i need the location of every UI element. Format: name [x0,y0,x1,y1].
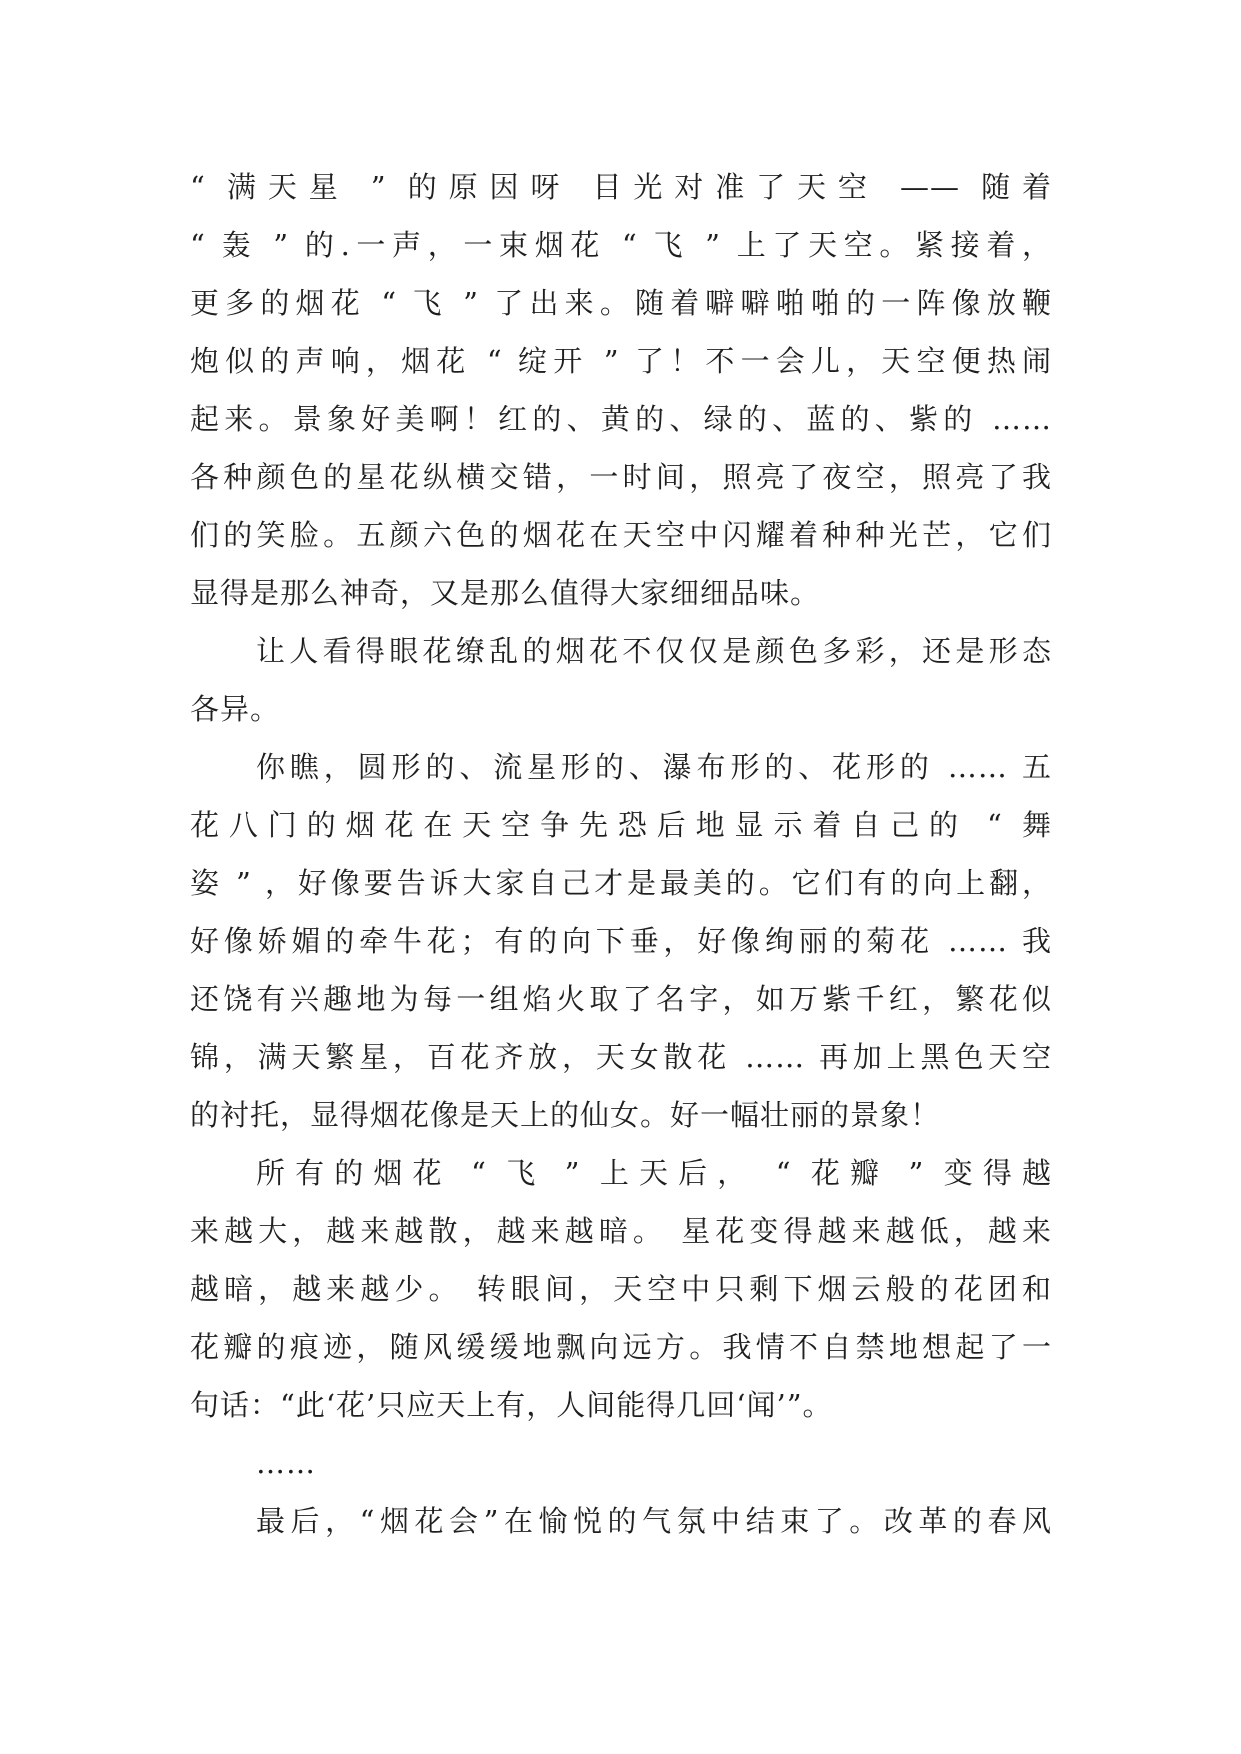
text-line: 更多的烟花 “ 飞 ” 了出来。随着噼噼啪啪的一阵像放鞭 [190,286,1052,320]
text-line: 的衬托，显得烟花像是天上的仙女。好一幅壮丽的景象！ [190,1098,941,1132]
text-line: 让人看得眼花缭乱的烟花不仅仅是颜色多彩，还是形态 [256,634,1052,668]
text-line: 句话：“此‘花’只应天上有，人间能得几回‘闻’”。 [190,1388,833,1422]
text-line: “ 轰 ” 的.一声，一束烟花 “ 飞 ” 上了天空。紧接着， [190,228,1052,262]
text-line: 们的笑脸。五颜六色的烟花在天空中闪耀着种种光芒，它们 [190,518,1052,552]
text-line: 所有的烟花 “ 飞 ” 上天后， “ 花瓣 ” 变得越 [256,1156,1052,1190]
text-line: 最后，“烟花会”在愉悦的气氛中结束了。改革的春风 [256,1504,1052,1538]
text-line: 各种颜色的星花纵横交错，一时间，照亮了夜空，照亮了我 [190,460,1052,494]
text-line: 还饶有兴趣地为每一组焰火取了名字，如万紫千红，繁花似 [190,982,1052,1016]
text-line: 花八门的烟花在天空争先恐后地显示着自己的 “ 舞 [190,808,1052,842]
text-line: 来越大，越来越散，越来越暗。 星花变得越来越低，越来 [190,1214,1052,1248]
text-line: …… [256,1446,316,1480]
text-line: 越暗，越来越少。 转眼间，天空中只剩下烟云般的花团和 [190,1272,1052,1306]
text-line: “ 满天星 ” 的原因呀 目光对准了天空 —— 随着 [190,170,1052,204]
text-line: 锦，满天繁星，百花齐放，天女散花 …… 再加上黑色天空 [190,1040,1052,1074]
text-line: 你瞧，圆形的、流星形的、瀑布形的、花形的 …… 五 [256,750,1052,784]
text-line: 各异。 [190,692,281,726]
body-text [190,158,1052,1550]
text-line: 炮似的声响，烟花 “ 绽开 ” 了！不一会儿，天空便热闹 [190,344,1052,378]
text-line: 花瓣的痕迹，随风缓缓地飘向远方。我情不自禁地想起了一 [190,1330,1052,1364]
text-line: 好像娇媚的牵牛花；有的向下垂，好像绚丽的菊花 …… 我 [190,924,1052,958]
text-line: 显得是那么神奇，又是那么值得大家细细品味。 [190,576,821,610]
text-line: 姿 ” ，好像要告诉大家自己才是最美的。它们有的向上翻， [190,866,1052,900]
text-line: 起来。景象好美啊！红的、黄的、绿的、蓝的、紫的 …… [190,402,1052,436]
